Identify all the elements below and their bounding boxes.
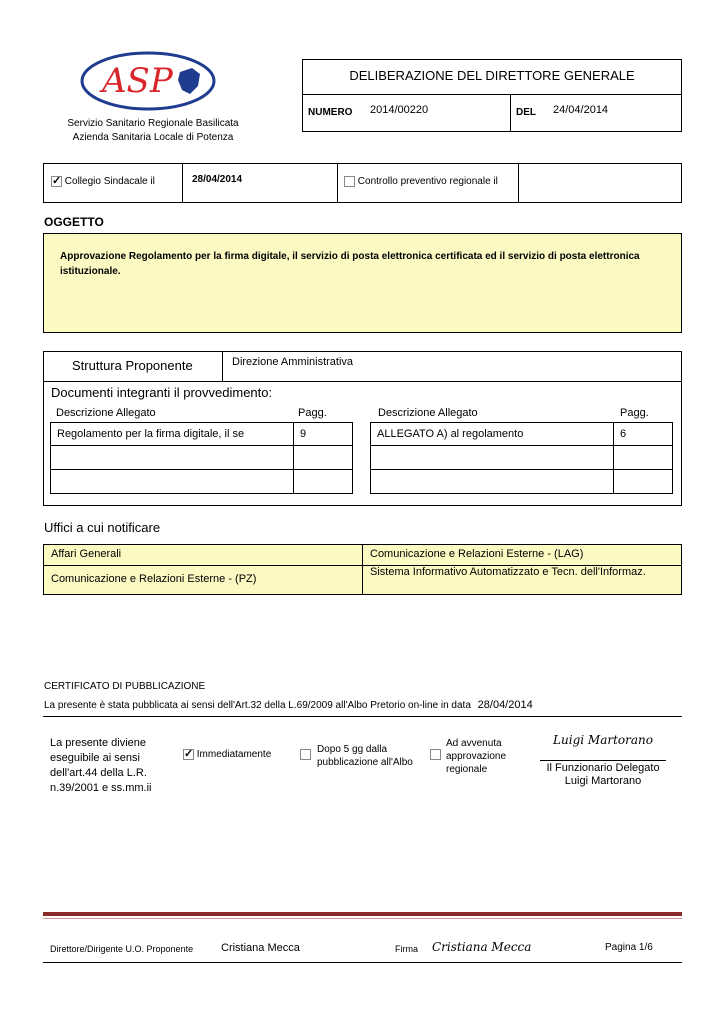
ufficio-2-1: Comunicazione e Relazioni Esterne - (PZ) [51,573,257,585]
right-row-1-pagg: 6 [620,428,627,440]
ufficio-1-2: Comunicazione e Relazioni Esterne - (LAG) [370,548,584,560]
collegio-date: 28/04/2014 [192,174,243,185]
controllo-label: Controllo preventivo regionale il [357,176,498,188]
ufficio-2-2: Sistema Informativo Automatizzato e Tecn. dell'Informaz. [370,566,646,578]
certificato-heading: CERTIFICATO DI PUBBLICAZIONE [44,681,206,692]
uffici-heading: Uffici a cui notificare [44,520,161,535]
left-row-1-pagg: 9 [300,428,307,440]
numero-value: 2014/00220 [370,104,429,116]
left-row-1-desc: Regolamento per la firma digitale, il se [57,428,245,440]
signature-rule [540,760,666,761]
right-col-pagg: Pagg. [620,407,649,419]
funzionario-signature: Luigi Martorano [553,733,653,747]
document-title: DELIBERAZIONE DEL DIRETTORE GENERALE [349,68,635,83]
approvazione-checkbox[interactable] [430,749,441,760]
documenti-heading: Documenti integranti il provvedimento: [51,385,273,400]
funzionario-role: Il Funzionario Delegato [546,762,660,774]
asp-logo [80,50,220,112]
left-col-pagg: Pagg. [298,407,327,419]
proponente-label: Direttore/Dirigente U.O. Proponente [50,944,194,954]
struttura-label: Struttura Proponente [72,358,193,373]
certificato-date: 28/04/2014 [477,699,533,711]
certificato-rule [43,716,682,717]
struttura-value: Direzione Amministrativa [232,356,354,368]
page-number: Pagina 1/6 [605,942,653,953]
ufficio-1-1: Affari Generali [51,548,122,560]
numero-label: NUMERO [308,107,353,118]
funzionario-name: Luigi Martorano [564,775,642,787]
del-label: DEL [516,107,536,118]
del-value: 24/04/2014 [553,104,609,116]
collegio-label: Collegio Sindacale il [64,176,155,188]
right-row-1-desc: ALLEGATO A) al regolamento [377,428,524,440]
esecuzione-text: La presente diviene eseguibile ai sensi dell'art.44 della L.R. n.39/2001 e ss.mm.ii [50,737,152,794]
immediatamente-checkbox[interactable] [183,749,194,760]
firma-label: Firma [395,944,418,954]
approvazione-label: Ad avvenuta approvazione regionale [446,738,507,775]
right-col-desc: Descrizione Allegato [378,407,478,419]
oggetto-box [43,233,682,333]
left-col-desc: Descrizione Allegato [56,407,156,419]
oggetto-text: Approvazione Regolamento per la firma digitale, il servizio di posta elettronica certificata ed il servizio di posta elettronica istituzionale. [60,251,640,277]
immediatamente-label: Immediatamente [196,749,272,761]
org-line2: Azienda Sanitaria Locale di Potenza [72,132,234,143]
logo-text: ASP [102,61,173,101]
oggetto-heading: OGGETTO [44,215,104,229]
org-line1: Servizio Sanitario Regionale Basilicata [67,118,239,129]
firma-signature: Cristiana Mecca [432,940,532,954]
controllo-checkbox[interactable] [344,176,355,187]
collegio-checkbox[interactable] [51,176,62,187]
footer-rule [43,962,682,963]
footer-bar [43,912,682,916]
dopo5gg-label: Dopo 5 gg dalla pubblicazione all'Albo [317,744,413,768]
dopo5gg-checkbox[interactable] [300,749,311,760]
proponente-name: Cristiana Mecca [221,942,300,954]
certificato-text: La presente è stata pubblicata ai sensi dell'Art.32 della L.69/2009 all'Albo Pretorio on-line in data [44,700,471,711]
